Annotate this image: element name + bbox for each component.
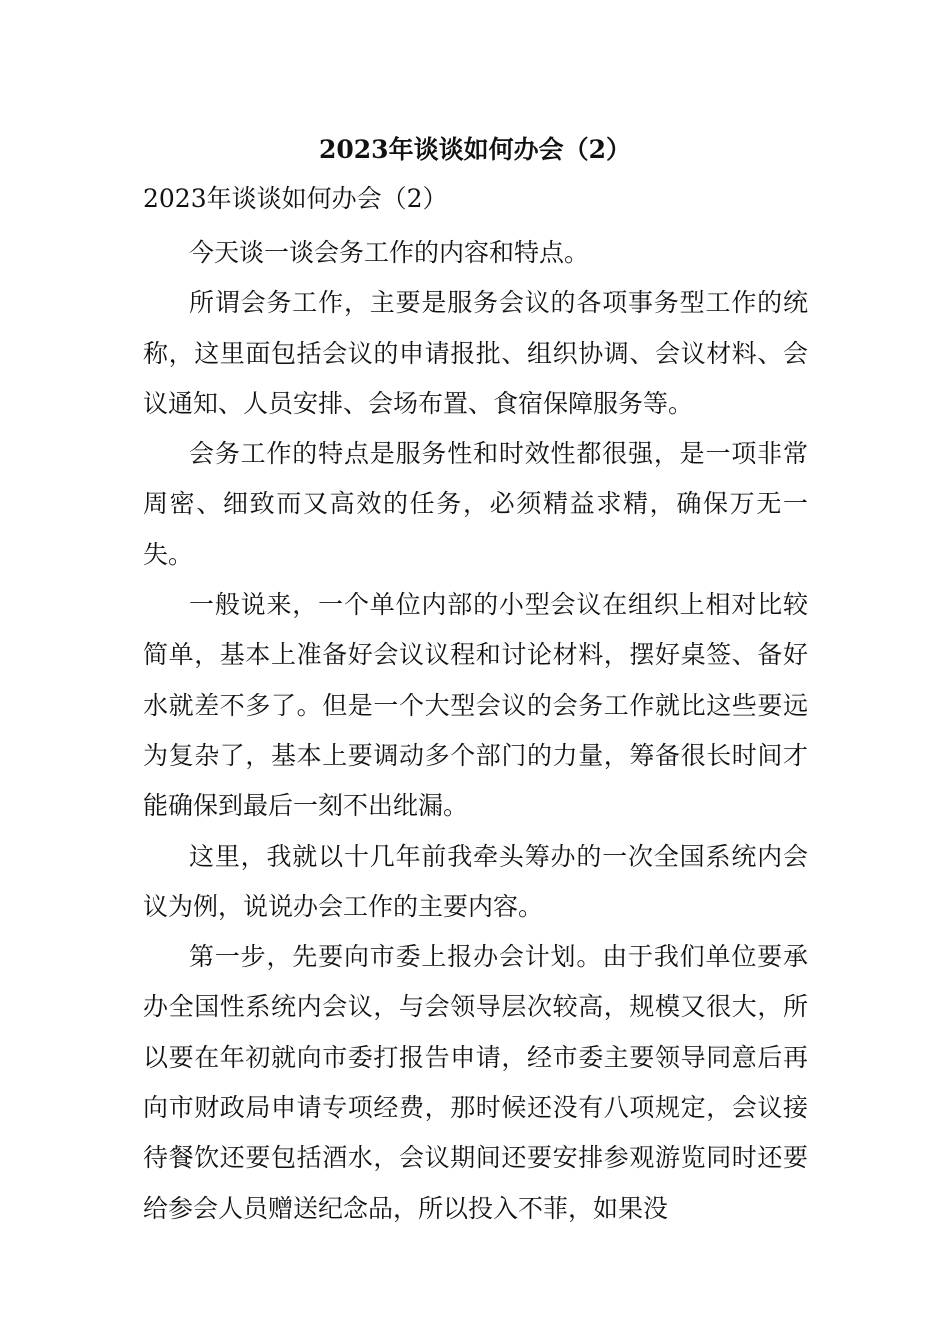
paragraph-example: 这里，我就以十几年前我牵头筹办的一次全国系统内会议为例，说说办会工作的主要内容。: [143, 841, 808, 921]
paragraph-comparison: 一般说来，一个单位内部的小型会议在组织上相对比较简单，基本上准备好会议议程和讨论材料，摆好桌签、备好水就差不多了。但是一个大型会议的会务工作就比这些要远为复杂了，基本上要调动多个部门的力量，筹备很长时间才能确保到最后一刻不出纰漏。: [143, 590, 808, 821]
paragraph-step-one: 第一步，先要向市委上报办会计划。由于我们单位要承办全国性系统内会议，与会领导层次较高，规模又很大，所以要在年初就向市委打报告申请，经市委主要领导同意后再向市财政局申请专项经费，那时候还没有八项规定，会议接待餐饮还要包括酒水，会议期间还要安排参观游览同时还要给参会人员赠送纪念品，所以投入不菲，如果没: [143, 942, 808, 1223]
paragraph-intro: 今天谈一谈会务工作的内容和特点。: [189, 238, 590, 267]
paragraph-characteristics: 会务工作的特点是服务性和时效性都很强，是一项非常周密、细致而又高效的任务，必须精益求精，确保万无一失。: [143, 439, 808, 569]
document-subtitle: 2023年谈谈如何办会（2）: [143, 184, 448, 213]
document-body: [143, 178, 808, 1234]
document-title: 2023年谈谈如何办会（2）: [319, 135, 631, 164]
paragraph-definition: 所谓会务工作，主要是服务会议的各项事务型工作的统称，这里面包括会议的申请报批、组织协调、会议材料、会议通知、人员安排、会场布置、食宿保障服务等。: [143, 288, 808, 418]
